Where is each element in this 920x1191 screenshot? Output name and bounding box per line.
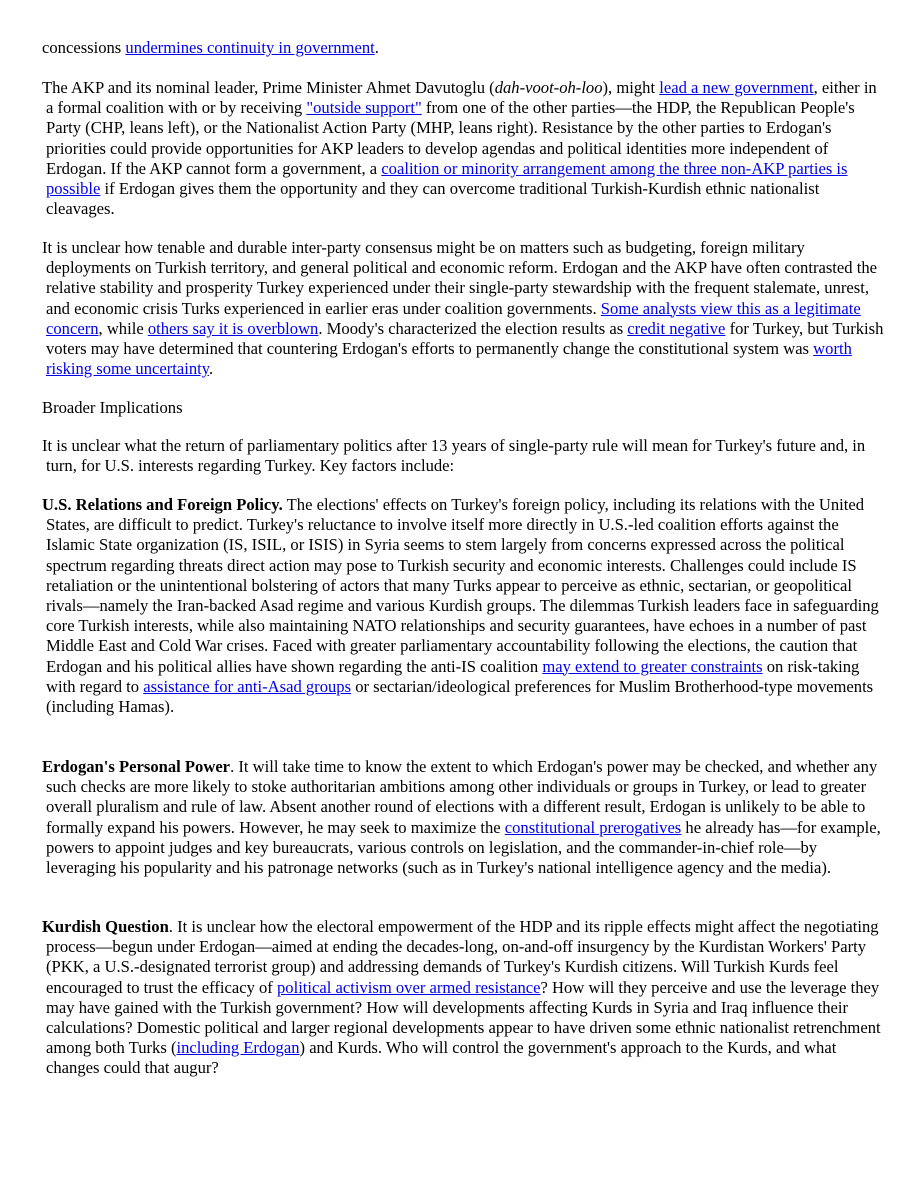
text-run: or sectarian/ideological preferences for Muslim Brotherhood-type movements (including Hamas).: [46, 676, 874, 717]
text-run: ), might: [602, 78, 660, 97]
text-run: from one of the other parties—the HDP, the Republican People's Party (CHP, leans left), or the Nationalist Action Party (MHP, leans right). Resistance by the other parties to Erdogan's priorities could provide opportunities for AKP leaders to develop agendas and political identities more independent of Erdogan. If the AKP cannot form a government, a: [46, 98, 855, 178]
link-undermines-continuity[interactable]: undermines continuity in government: [125, 38, 375, 57]
text-run: .: [374, 38, 379, 57]
paragraph-return-of-parliamentary-politics: [42, 436, 888, 476]
link-constitutional-prerogatives[interactable]: constitutional prerogatives: [504, 817, 682, 837]
text-run: . Moody's characterized the election results as: [318, 318, 628, 338]
text-run: .: [208, 359, 214, 379]
link-anti-asad-groups[interactable]: assistance for anti-Asad groups: [143, 676, 352, 696]
bold-lead-in: Kurdish Question: [42, 917, 169, 936]
paragraph-inter-party-consensus: [42, 238, 888, 379]
paragraph-kurdish-question: [42, 917, 888, 1079]
text-run: . It will take time to know the extent to which Erdogan's power may be checked, and whether any such checks are more likely to stoke authoritarian ambitions among other individuals or groups in Turkey, or lead to greater overall pluralism and rule of law. Absent another round of elections with a different result, Erdogan is unlikely to be able to formally expand his powers. However, he may seek to maximize the: [46, 757, 878, 837]
paragraph-concessions: [42, 38, 888, 58]
text-run: The elections' effects on Turkey's foreign policy, including its relations with the United States, are difficult to predict. Turkey's reluctance to involve itself more directly in U.S.-led coalition efforts against the Islamic State organization (IS, ISIL, or ISIS) in Syria seems to stem largely from concerns expressed across the political spectrum regarding threats direct action may pose to Turkish security and economic interests. Challenges could include IS retaliation or the unintentional bolstering of actors that many Turks appear to perceive as ethnic, sectarian, or geopolitical rivals—namely the Iran-backed Asad regime and various Kurdish groups. The dilemmas Turkish leaders face in safeguarding core Turkish interests, while also maintaining NATO relationships and security guarantees, have echoes in a number of past Middle East and Cold War crises. Faced with greater parliamentary accountability following the elections, the caution that Erdogan and his political allies have shown regarding the anti-IS coalition: [46, 495, 879, 676]
bold-lead-in: Erdogan's Personal Power: [42, 757, 231, 776]
text-run: It is unclear what the return of parliamentary politics after 13 years of single-party rule will mean for Turkey's future and, in turn, for U.S. interests regarding Turkey. Key factors include:: [42, 436, 866, 476]
link-including-erdogan[interactable]: including Erdogan: [176, 1038, 300, 1058]
link-worth-risking-uncertainty[interactable]: worth risking some uncertainty: [46, 339, 852, 379]
text-run: It is unclear how tenable and durable inter-party consensus might be on matters such as budgeting, foreign military deployments on Turkish territory, and general political and economic reform. Erdogan and the AKP have often contrasted the relative stability and prosperity Turkey experienced under their single-party stewardship with the frequent stalemate, unrest, and economic crisis Turks experienced in earlier eras under coalition governments.: [42, 238, 877, 318]
text-run: concessions: [42, 38, 126, 57]
text-run: The AKP and its nominal leader, Prime Minister Ahmet Davutoglu (: [42, 78, 495, 97]
pronunciation-italic: dah-voot-oh-loo: [494, 78, 603, 97]
text-run: for Turkey, but Turkish voters may have determined that countering Erdogan's efforts to permanently change the constitutional system was: [46, 318, 884, 359]
text-run: . It is unclear how the electoral empowerment of the HDP and its ripple effects might affect the negotiating process—begun under Erdogan—aimed at ending the decades-long, on-and-off insurgency by the Kurdistan Workers' Party (PKK, a U.S.-designated terrorist group) and addressing demands of Turkey's Kurdish citizens. Will Turkish Kurds feel encouraged to trust the efficacy of: [46, 917, 879, 997]
link-overblown[interactable]: others say it is overblown: [147, 318, 319, 338]
text-run: if Erdogan gives them the opportunity and they can overcome traditional Turkish-Kurdish ethnic nationalist cleavages.: [46, 179, 820, 219]
text-run: , either in a formal coalition with or by receiving: [46, 78, 877, 118]
text-run: ) and Kurds. Who will control the government's approach to the Kurds, and what changes could that augur?: [46, 1038, 837, 1078]
paragraph-us-relations: [42, 495, 888, 717]
text-run: ? How will they perceive and use the leverage they may have gained with the Turkish government? How will developments affecting Kurds in Syria and Iraq influence their calculations? Domestic political and larger regional developments appear to have driven some ethnic nationalist retrenchment among both Turks (: [46, 977, 881, 1058]
link-greater-constraints[interactable]: may extend to greater constraints: [542, 656, 763, 676]
link-outside-support[interactable]: "outside support": [306, 98, 422, 118]
section-heading-broader-implications: Broader Implications: [42, 398, 183, 417]
paragraph-akp-leader: [42, 78, 888, 219]
text-run: on risk-taking with regard to: [46, 656, 860, 696]
text-run: , while: [98, 318, 148, 338]
bold-lead-in: U.S. Relations and Foreign Policy.: [42, 495, 283, 514]
link-credit-negative[interactable]: credit negative: [627, 318, 726, 338]
link-legitimate-concern[interactable]: Some analysts view this as a legitimate concern: [46, 298, 861, 338]
link-lead-new-government[interactable]: lead a new government: [659, 78, 814, 97]
paragraph-erdogan-personal-power: [42, 757, 888, 878]
link-coalition-minority-arrangement[interactable]: coalition or minority arrangement among the three non-AKP parties is possible: [46, 158, 848, 199]
link-political-activism[interactable]: political activism over armed resistance: [276, 977, 541, 997]
text-run: he already has—for example, powers to appoint judges and key bureaucrats, various controls on legislation, and the commander-in-chief role—by leveraging his popularity and his patronage networks (such as in Turkey's national intelligence agency and the media).: [46, 817, 881, 878]
